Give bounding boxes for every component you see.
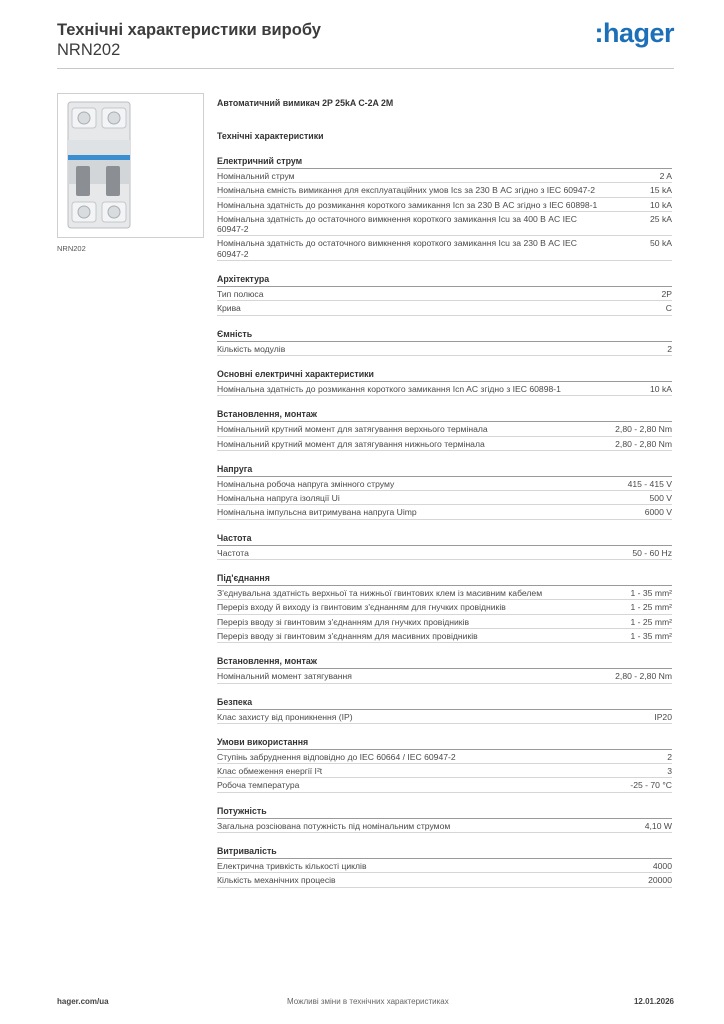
section-heading: Електричний струм [217, 155, 672, 169]
spec-label: Загальна розсіювана потужність під номінальним струмом [217, 820, 451, 831]
spec-section [217, 736, 672, 793]
spec-section [217, 155, 672, 261]
footer-note: Можливі зміни в технічних характеристиках [287, 997, 449, 1006]
spec-row [217, 301, 672, 315]
section-heading: Потужність [217, 805, 672, 819]
spec-row [217, 422, 672, 436]
spec-value: 2 [667, 751, 672, 762]
spec-label: Переріз вводу зі гвинтовим з'єднанням для масивних провідників [217, 630, 478, 641]
spec-row [217, 750, 672, 764]
spec-value: 4000 [652, 861, 672, 872]
spec-value: 415 - 415 V [627, 478, 672, 489]
spec-label: Клас захисту від проникнення (IP) [217, 711, 353, 722]
spec-label: Номінальна напруга ізоляції Ui [217, 493, 340, 504]
section-heading: Встановлення, монтаж [217, 655, 672, 669]
spec-row [217, 546, 672, 560]
spec-label: Частота [217, 547, 249, 558]
spec-row [217, 873, 672, 887]
spec-row [217, 382, 672, 396]
spec-section [217, 328, 672, 356]
spec-section [217, 368, 672, 396]
spec-value: 50 - 60 Hz [632, 547, 672, 558]
spec-content [217, 96, 672, 888]
spec-label: Номінальна здатність до розмикання короткого замикання Icn за 230 В AC згідно з IEC 60898-1 [217, 199, 598, 210]
spec-row [217, 600, 672, 614]
spec-value: 6000 V [644, 507, 672, 518]
spec-label: Клас обмеження енергії I²t [217, 766, 323, 777]
spec-value: 1 - 25 mm² [630, 616, 672, 627]
footer-website: hager.com/ua [57, 997, 109, 1006]
page-title: Технічні характеристики виробу [57, 21, 321, 39]
spec-value: C [665, 303, 672, 314]
spec-label: Номінальний момент затягування [217, 671, 352, 682]
section-heading: Під'єднання [217, 572, 672, 586]
spec-section [217, 696, 672, 724]
spec-row [217, 198, 672, 212]
section-heading: Архітектура [217, 273, 672, 287]
spec-value: 1 - 35 mm² [630, 630, 672, 641]
section-heading: Ємність [217, 328, 672, 342]
spec-row [217, 586, 672, 600]
spec-row [217, 183, 672, 197]
spec-row [217, 819, 672, 833]
spec-value: 2,80 - 2,80 Nm [615, 424, 672, 435]
section-heading: Безпека [217, 696, 672, 710]
spec-value: 2 [667, 343, 672, 354]
spec-label: З'єднувальна здатність верхньої та нижньої гвинтових клем із масивним кабелем [217, 588, 543, 599]
header-divider [57, 68, 674, 69]
spec-value: 3 [667, 766, 672, 777]
spec-label: Номінальна робоча напруга змінного струму [217, 478, 395, 489]
spec-value: 10 kA [650, 199, 672, 210]
section-heading: Напруга [217, 463, 672, 477]
product-image-box [57, 93, 204, 238]
footer-date: 12.01.2026 [633, 997, 674, 1006]
circuit-breaker-image [66, 100, 132, 230]
spec-row [217, 764, 672, 778]
spec-value: 10 kA [650, 383, 672, 394]
spec-label: Номінальна імпульсна витримувана напруга Uimp [217, 507, 417, 518]
spec-value: 2,80 - 2,80 Nm [615, 671, 672, 682]
spec-label: Номінальна ємність вимикання для експлуатаційних умов Ics за 230 В AC згідно з IEC 60947-2 [217, 185, 596, 196]
spec-label: Тип полюса [217, 289, 264, 300]
spec-value: 1 - 35 mm² [630, 588, 672, 599]
spec-label: Ступінь забруднення відповідно до IEC 60664 / IEC 60947-2 [217, 751, 456, 762]
spec-value: 2,80 - 2,80 Nm [615, 438, 672, 449]
spec-row [217, 477, 672, 491]
spec-row [217, 437, 672, 451]
hager-logo: :hager [594, 18, 674, 48]
spec-row [217, 669, 672, 683]
spec-row [217, 491, 672, 505]
spec-row [217, 287, 672, 301]
spec-label: Номінальний крутний момент для затягування нижнього термінала [217, 438, 485, 449]
section-heading: Витривалість [217, 845, 672, 859]
spec-section [217, 273, 672, 316]
spec-section [217, 845, 672, 888]
spec-value: IP20 [654, 711, 672, 722]
spec-row [217, 615, 672, 629]
spec-label: Номінальний крутний момент для затягування верхнього термінала [217, 424, 488, 435]
page-header [57, 20, 674, 68]
spec-value: 15 kA [650, 185, 672, 196]
spec-section [217, 408, 672, 451]
spec-value: 2 A [659, 171, 672, 181]
page-subtitle: NRN202 [57, 41, 121, 59]
product-name: Автоматичний вимикач 2P 25kA C-2A 2M [217, 98, 394, 108]
spec-row [217, 212, 672, 237]
spec-section [217, 532, 672, 560]
spec-section [217, 805, 672, 833]
spec-label: Переріз входу й виходу із гвинтовим з'єднанням для гнучких провідників [217, 602, 506, 613]
spec-value: 50 kA [650, 238, 672, 249]
spec-label: Кількість механічних процесів [217, 875, 336, 886]
spec-sections [217, 155, 672, 888]
spec-label: Номінальна здатність до остаточного вимкнення короткого замикання Icu за 400 В AC IEC 60947-2 [217, 213, 577, 235]
spec-label: Переріз вводу зі гвинтовим з'єднанням для гнучких провідників [217, 616, 470, 627]
section-heading: Основні електричні характеристики [217, 368, 672, 382]
spec-label: Номінальний струм [217, 171, 295, 181]
product-code-caption: NRN202 [57, 244, 86, 253]
spec-value: 4,10 W [644, 820, 672, 831]
spec-row [217, 778, 672, 792]
spec-value: 500 V [649, 493, 672, 504]
spec-label: Електрична тривкість кількості циклів [217, 861, 367, 872]
spec-section [217, 572, 672, 643]
spec-value: 2P [661, 289, 672, 300]
tech-spec-heading: Технічні характеристики [217, 131, 324, 141]
spec-row [217, 505, 672, 519]
spec-label: Номінальна здатність до розмикання короткого замикання Icn AC згідно з IEC 60898-1 [217, 383, 561, 394]
spec-row [217, 859, 672, 873]
spec-value: 20000 [648, 875, 672, 886]
spec-value: 25 kA [650, 213, 672, 224]
spec-row [217, 629, 672, 643]
spec-label: Номінальна здатність до остаточного вимкнення короткого замикання Icu за 230 В AC IEC 60947-2 [217, 238, 577, 259]
spec-row [217, 236, 672, 261]
section-heading: Умови використання [217, 736, 672, 750]
spec-label: Крива [217, 303, 241, 314]
spec-label: Кількість модулів [217, 343, 286, 354]
spec-row [217, 342, 672, 356]
section-heading: Встановлення, монтаж [217, 408, 672, 422]
spec-section [217, 655, 672, 683]
spec-section [217, 463, 672, 520]
spec-value: 1 - 25 mm² [630, 602, 672, 613]
section-heading: Частота [217, 532, 672, 546]
spec-row [217, 710, 672, 724]
spec-row [217, 169, 672, 183]
spec-label: Робоча температура [217, 780, 300, 791]
spec-value: -25 - 70 °C [630, 780, 672, 791]
